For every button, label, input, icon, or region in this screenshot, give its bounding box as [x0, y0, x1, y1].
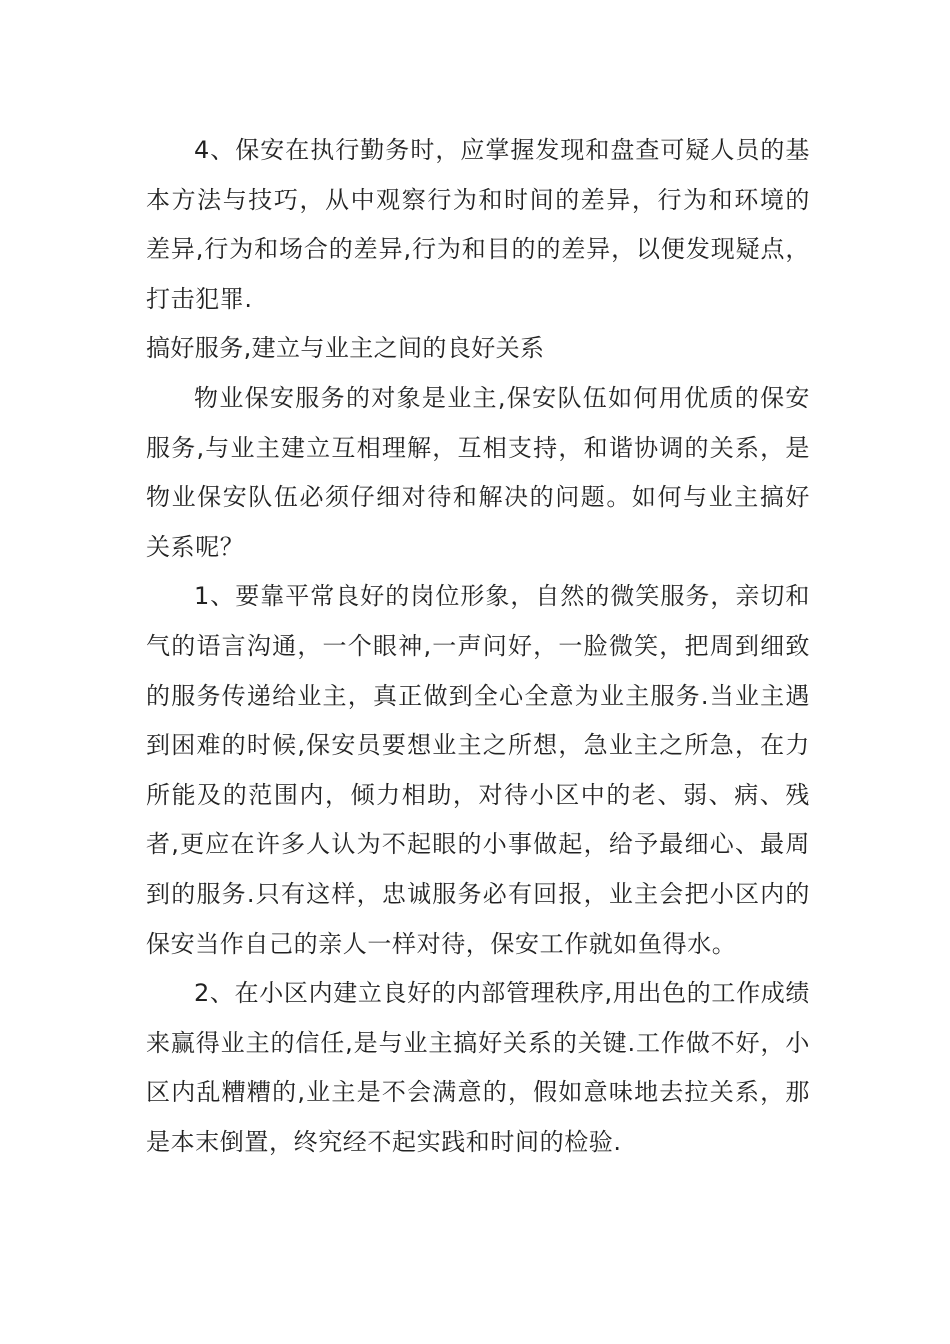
paragraph-point-one: 1、要靠平常良好的岗位形象，自然的微笑服务，亲切和气的语言沟通，一个眼神,一声问好，一脸微笑，把周到细致的服务传递给业主，真正做到全心全意为业主服务.当业主遇到困难的时候,保安员要想业主之所想，急业主之所急，在力所能及的范围内，倾力相助，对待小区中的老、弱、病、残者,更应在许多人认为不起眼的小事做起，给予最细心、最周到的服务.只有这样，忠诚服务必有回报，业主会把小区内的保安当作自己的亲人一样对待，保安工作就如鱼得水。: [146, 582, 810, 958]
paragraph-point-two: 2、在小区内建立良好的内部管理秩序,用出色的工作成绩来赢得业主的信任,是与业主搞好关系的关键.工作做不好，小区内乱糟糟的,业主是不会满意的，假如意味地去拉关系，那是本末倒置，终究经不起实践和时间的检验.: [146, 979, 810, 1156]
document-body: [146, 126, 810, 1167]
section-heading-service-relations: 搞好服务,建立与业主之间的良好关系: [146, 334, 545, 363]
paragraph-service-object: 物业保安服务的对象是业主,保安队伍如何用优质的保安服务,与业主建立互相理解，互相支持，和谐协调的关系，是物业保安队伍必须仔细对待和解决的问题。如何与业主搞好关系呢？: [146, 383, 810, 561]
paragraph-security-patrol-methods: 4、保安在执行勤务时，应掌握发现和盘查可疑人员的基本方法与技巧，从中观察行为和时间的差异，行为和环境的差异,行为和场合的差异,行为和目的的差异，以便发现疑点，打击犯罪.: [146, 136, 810, 313]
